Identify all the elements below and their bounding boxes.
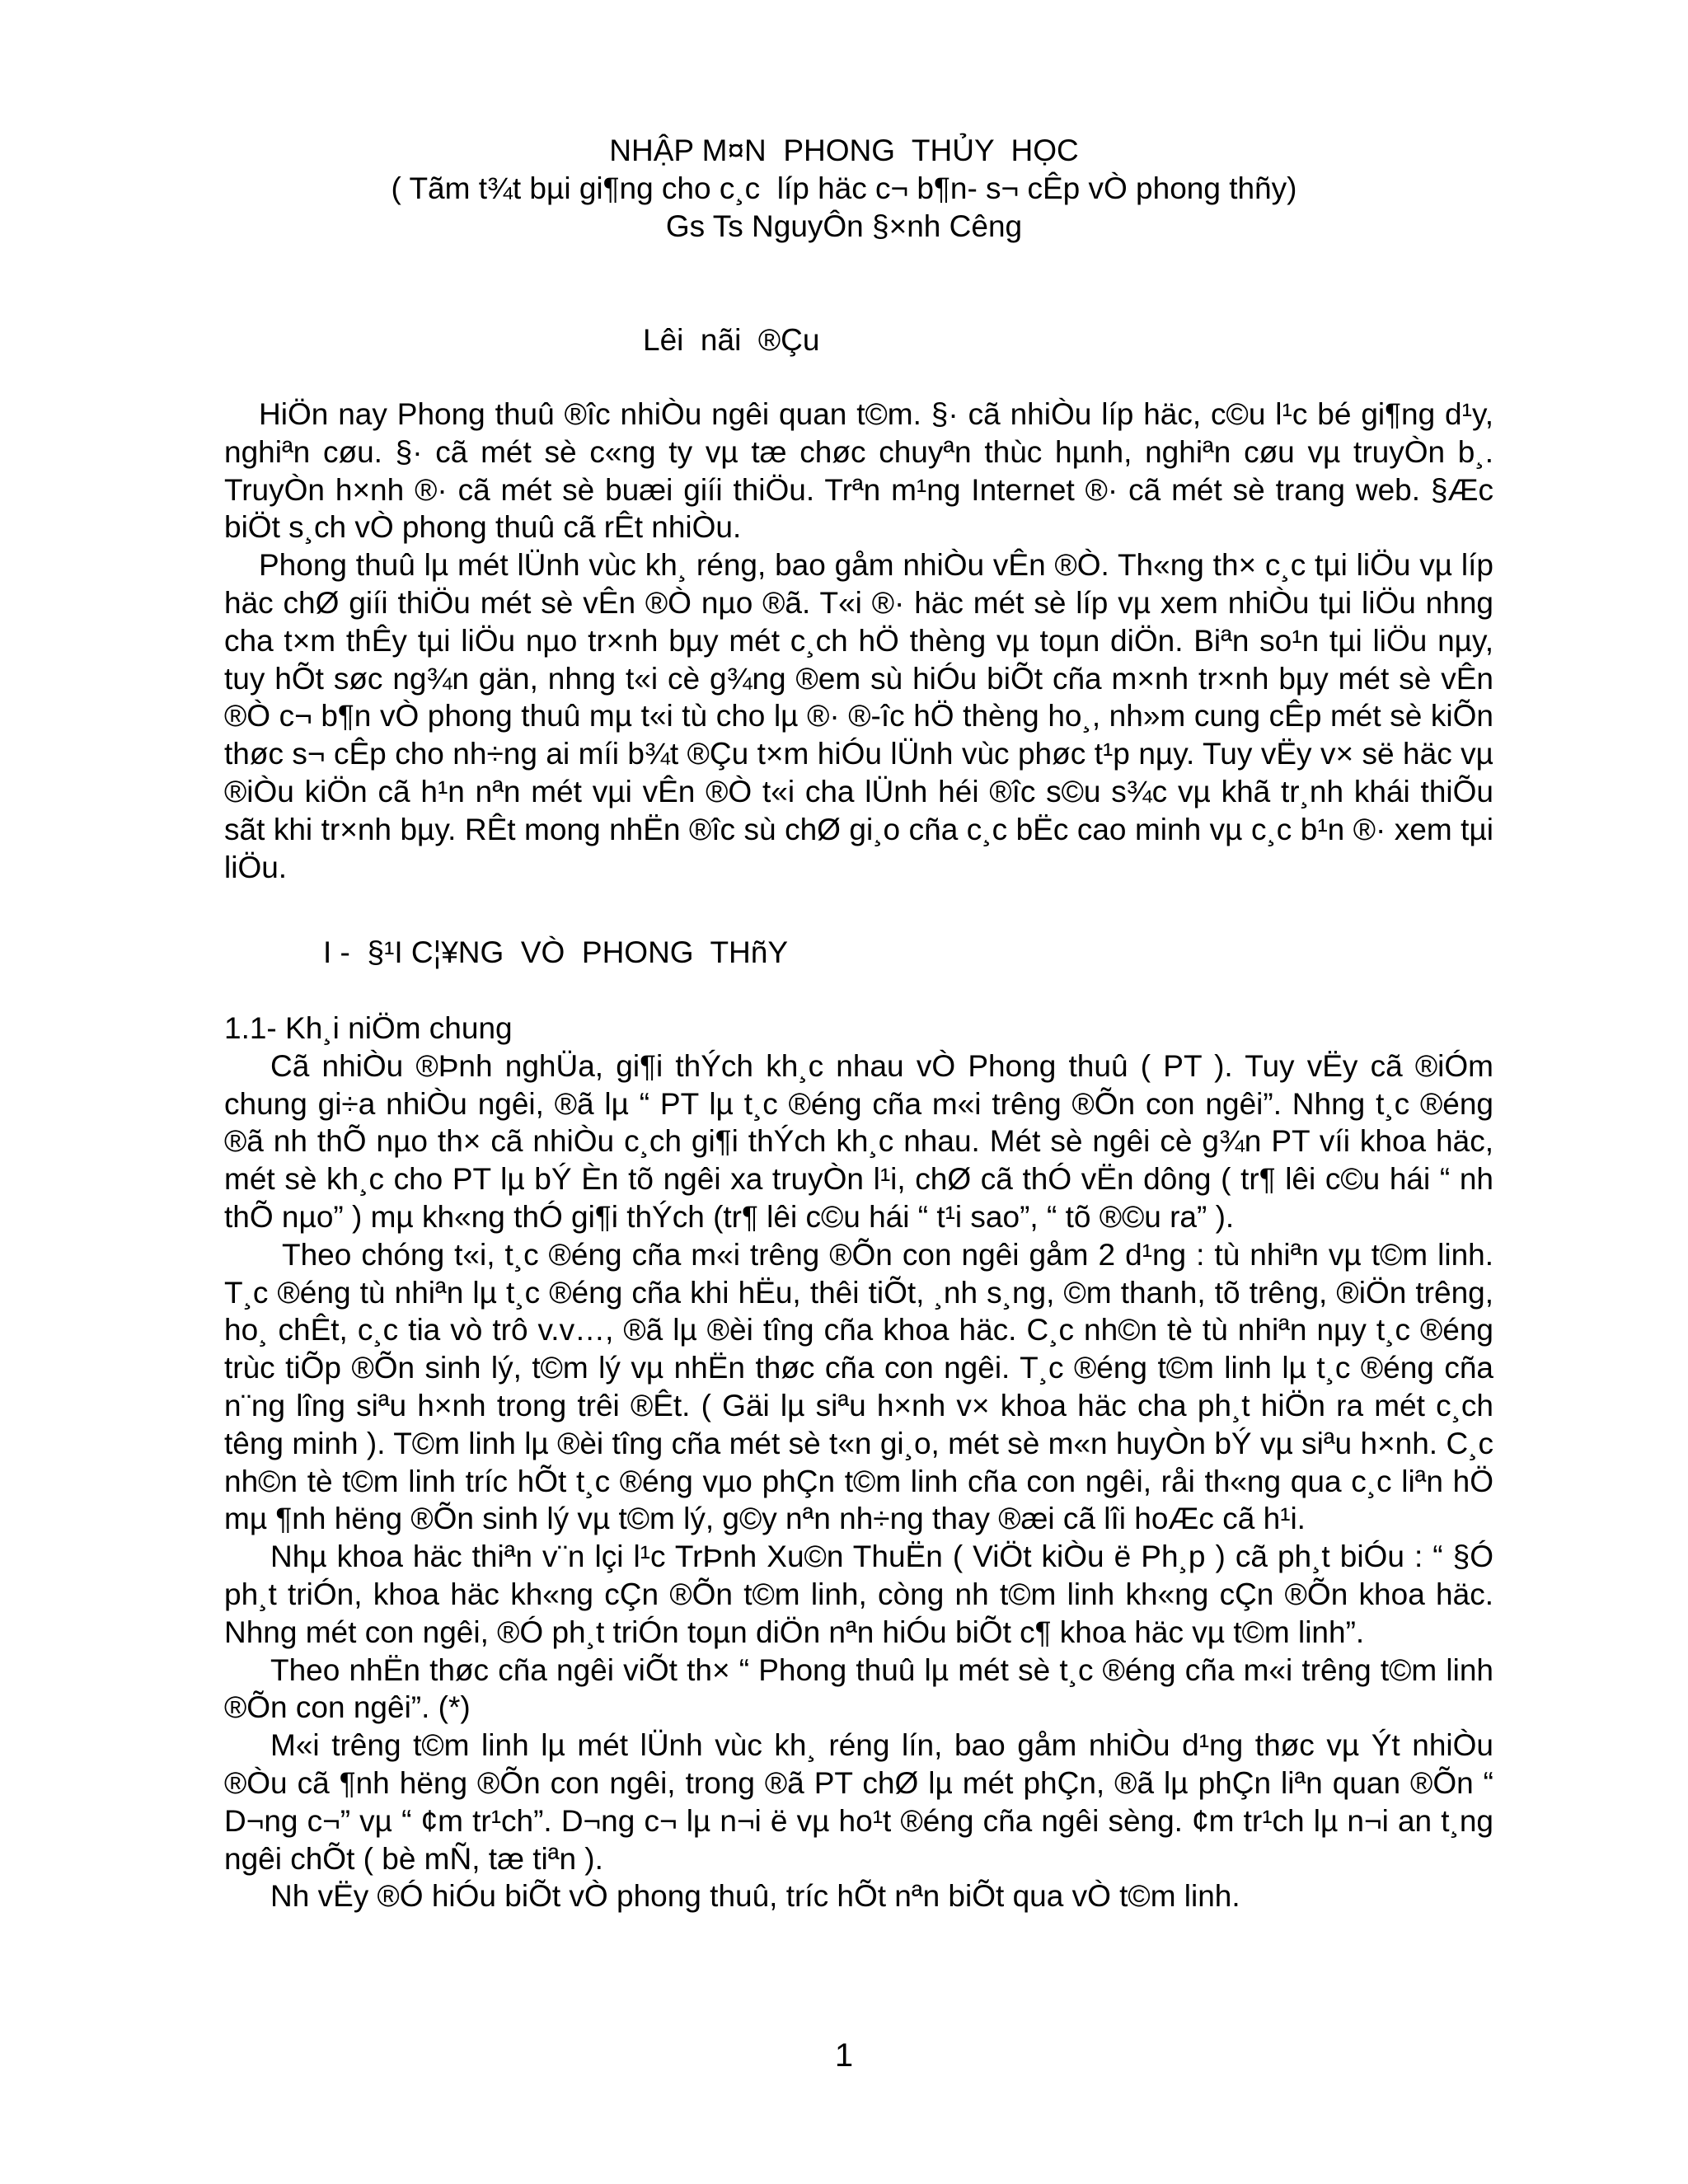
section-heading: I - §¹I C¦¥NG VÒ PHONG THñY (323, 935, 789, 969)
intro-text (224, 396, 1493, 886)
body-paragraph: Cã nhiÒu ®Þnh nghÜa, gi¶i thÝch kh¸c nhau vÒ Phong thuû ( PT ). Tuy vËy cã ®iÓm chung gi÷a nhiÒu ngêi, ®ã lµ “ PT lµ t¸c ®éng cña m«i trêng ®Õn con ngêi”. Nhng t¸c ®éng ®ã nh thÕ nµo th× cã nhiÒu c¸ch gi¶i thÝch kh¸c nhau. Mét sè ngêi cè g¾n PT víi khoa häc, mét sè kh¸c cho PT lµ bÝ Èn tõ ngêi xa truyÒn l¹i, chØ cã thÓ vËn dông ( tr¶ lêi c©u hái “ nh thÕ nµo” ) mµ kh«ng thÓ gi¶i thÝch (tr¶ lêi c©u hái “ t¹i sao”, “ tõ ®©u ra” ). (224, 1048, 1493, 1234)
body-paragraph: Nhµ khoa häc thiªn v¨n lçi l¹c TrÞnh Xu©n ThuËn ( ViÖt kiÒu ë Ph¸p ) cã ph¸t biÓu : “ §Ó ph¸t triÓn, khoa häc kh«ng cÇn ®Õn t©m linh, còng nh t©m linh kh«ng cÇn ®Õn khoa häc. Nhng mét con ngêi, ®Ó ph¸t triÓn toµn diÖn nªn hiÓu biÕt c¶ khoa häc vµ t©m linh”. (224, 1540, 1493, 1649)
body-paragraph: M«i trêng t©m linh lµ mét lÜnh vùc kh¸ réng lín, bao gåm nhiÒu d¹ng thøc vµ Ýt nhiÒu ®Òu cã ¶nh hëng ®Õn con ngêi, trong ®ã PT chØ lµ mét phÇn, ®ã lµ phÇn liªn quan ®Õn “ D¬ng c¬” vµ “ ¢m tr¹ch”. D¬ng c¬ lµ n¬i ë vµ ho¹t ®éng cña ngêi sèng. ¢m tr¹ch lµ n¬i an t¸ng ngêi chÕt ( bè mÑ, tæ tiªn ). (224, 1728, 1493, 1876)
subsection-heading: 1.1- Kh¸i niÖm chung (224, 1011, 513, 1045)
intro-paragraph: HiÖn nay Phong thuû ®îc nhiÒu ngêi quan t©m. §· cã nhiÒu líp häc, c©u l¹c bé gi¶ng d¹y, nghiªn cøu. §· cã mét sè c«ng ty vµ tæ chøc chuyªn thùc hµnh, nghiªn cøu vµ truyÒn b¸. TruyÒn h×nh ®· cã mét sè buæi giíi thiÖu. Trªn m¹ng Internet ®· cã mét sè trang web. §Æc biÖt s¸ch vÒ phong thuû cã rÊt nhiÒu. (224, 397, 1493, 545)
document-author: Gs Ts NguyÔn §×nh Cêng (665, 209, 1023, 243)
document-title: NHẬP M¤N PHONG THỦY HỌC (609, 134, 1079, 167)
body-paragraph: Theo nhËn thøc cña ngêi viÕt th× “ Phong thuû lµ mét sè t¸c ®éng cña m«i trêng t©m linh ®Õn con ngêi”. (*) (224, 1652, 1493, 1725)
document-header (0, 132, 1688, 246)
document-subtitle: ( Tãm t¾t bµi gi¶ng cho c¸c líp häc c¬ b¶n- s¬ cÊp vÒ phong thñy) (391, 171, 1297, 205)
page-number: 1 (834, 2037, 854, 2074)
body-paragraph: Theo chóng t«i, t¸c ®éng cña m«i trêng ®Õn con ngêi gåm 2 d¹ng : tù nhiªn vµ t©m linh. T¸c ®éng tù nhiªn lµ t¸c ®éng cña khi hËu, thêi tiÕt, ¸nh s¸ng, ©m thanh, tõ trêng, ®iÖn trêng, ho¸ chÊt, c¸c tia vò trô v.v…, ®ã lµ ®èi tîng cña khoa häc. C¸c nh©n tè tù nhiªn nµy t¸c ®éng trùc tiÕp ®Õn sinh lý, t©m lý vµ nhËn thøc cña con ngêi. T¸c ®éng t©m linh lµ t¸c ®éng cña n¨ng lîng siªu h×nh trong trêi ®Êt. ( Gäi lµ siªu h×nh v× khoa häc cha ph¸t hiÖn ra mét c¸ch têng minh ). T©m linh lµ ®èi tîng cña mét sè t«n gi¸o, mét sè m«n huyÒn bÝ vµ siªu h×nh. C¸c nh©n tè t©m linh tríc hÕt t¸c ®éng vµo phÇn t©m linh cña con ngêi, råi th«ng qua c¸c liªn hÖ mµ ¶nh hëng ®Õn sinh lý vµ t©m lý, g©y nªn nh÷ng thay ®æi cã lîi hoÆc cã h¹i. (224, 1237, 1493, 1536)
main-text (224, 1010, 1493, 1915)
preface-heading: Lêi nãi ®Çu (643, 323, 820, 357)
body-paragraph: Nh vËy ®Ó hiÓu biÕt vÒ phong thuû, tríc hÕt nªn biÕt qua vÒ t©m linh. (270, 1879, 1240, 1914)
intro-paragraph: Phong thuû lµ mét lÜnh vùc kh¸ réng, bao gåm nhiÒu vÊn ®Ò. Th«ng th× c¸c tµi liÖu vµ líp häc chØ giíi thiÖu mét sè vÊn ®Ò nµo ®ã. T«i ®· häc mét sè líp vµ xem nhiÒu tµi liÖu nhng cha t×m thÊy tµi liÖu nµo tr×nh bµy mét c¸ch hÖ thèng vµ toµn diÖn. Biªn so¹n tµi liÖu nµy, tuy hÕt søc ng¾n gän, nhng t«i cè g¾ng ®em sù hiÓu biÕt cña m×nh tr×nh bµy mét sè vÊn ®Ò c¬ b¶n vÒ phong thuû mµ t«i tù cho lµ ®· ®-îc hÖ thèng ho¸, nh»m cung cÊp mét sè kiÕn thøc s¬ cÊp cho nh÷ng ai míi b¾t ®Çu t×m hiÓu lÜnh vùc phøc t¹p nµy. Tuy vËy v× së häc vµ ®iÒu kiÖn cã h¹n nªn mét vµi vÊn ®Ò t«i cha lÜnh héi ®îc s©u s¾c vµ khã tr¸nh khái thiÕu sãt khi tr×nh bµy. RÊt mong nhËn ®îc sù chØ gi¸o cña c¸c bËc cao minh vµ c¸c b¹n ®· xem tµi liÖu. (224, 548, 1493, 884)
